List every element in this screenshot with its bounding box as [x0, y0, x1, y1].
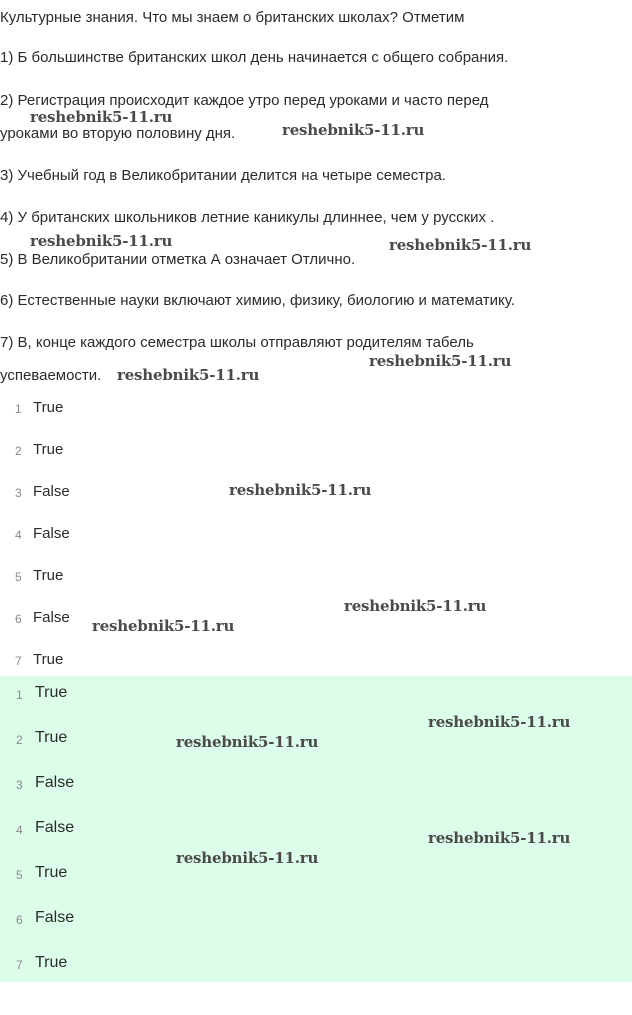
answer-number: 5 [16, 868, 23, 882]
answer-value: True [35, 954, 68, 971]
watermark: reshebnik5-11.ru [30, 232, 173, 250]
watermark: reshebnik5-11.ru [282, 121, 425, 139]
answer-value: False [33, 525, 70, 542]
answer-value: False [33, 609, 70, 626]
answer-number: 4 [16, 823, 23, 837]
answer-number: 7 [15, 654, 22, 668]
statement-5: 5) В Великобритании отметка А означает Отлично. [0, 251, 356, 268]
answer-number: 1 [15, 402, 22, 416]
answer-value: False [35, 774, 75, 791]
watermark: reshebnik5-11.ru [30, 108, 173, 126]
answer-number: 7 [16, 958, 23, 972]
answer-number: 3 [16, 778, 23, 792]
answer-row-5 [0, 558, 300, 598]
answer-value: False [35, 819, 75, 836]
answer-value: True [35, 729, 68, 746]
watermark: reshebnik5-11.ru [229, 481, 372, 499]
answer-number: 2 [16, 733, 23, 747]
highlighted-answer-row-3 [0, 766, 300, 810]
answer-row-1 [0, 390, 300, 430]
answer-number: 2 [15, 444, 22, 458]
watermark: reshebnik5-11.ru [428, 713, 571, 731]
answer-number: 6 [15, 612, 22, 626]
statement-3: 3) Учебный год в Великобритании делится на четыре семестра. [0, 167, 446, 184]
answer-row-2 [0, 432, 300, 472]
watermark: reshebnik5-11.ru [92, 617, 235, 635]
answer-value: False [33, 483, 70, 500]
statement-4: 4) У британских школьников летние каникулы длиннее, чем у русских . [0, 209, 495, 226]
statement-7-line-2: успеваемости. [0, 367, 102, 384]
answer-value: False [35, 909, 75, 926]
watermark: reshebnik5-11.ru [176, 733, 319, 751]
answer-number: 1 [16, 688, 23, 702]
highlighted-answer-row-7 [0, 946, 300, 990]
answer-value: True [35, 864, 68, 881]
watermark: reshebnik5-11.ru [389, 236, 532, 254]
answer-value: True [33, 651, 64, 668]
exercise-intro: Культурные знания. Что мы знаем о британских школах? Отметим [0, 9, 465, 26]
watermark: reshebnik5-11.ru [176, 849, 319, 867]
answer-number: 5 [15, 570, 22, 584]
watermark: reshebnik5-11.ru [428, 829, 571, 847]
statement-2-line-1: 2) Регистрация происходит каждое утро перед уроками и часто перед [0, 92, 489, 109]
answer-number: 6 [16, 913, 23, 927]
answer-value: True [33, 567, 64, 584]
answer-value: True [35, 684, 68, 701]
watermark: reshebnik5-11.ru [117, 366, 260, 384]
statement-1: 1) Б большинстве британских школ день начинается с общего собрания. [0, 49, 509, 66]
answer-row-4 [0, 516, 300, 556]
answer-number: 3 [15, 486, 22, 500]
answer-number: 4 [15, 528, 22, 542]
watermark: reshebnik5-11.ru [344, 597, 487, 615]
statement-7-line-1: 7) В, конце каждого семестра школы отправляют родителям табель [0, 334, 474, 351]
statement-6: 6) Естественные науки включают химию, физику, биологию и математику. [0, 292, 515, 309]
watermark: reshebnik5-11.ru [369, 352, 512, 370]
highlighted-answer-row-1 [0, 676, 300, 720]
highlighted-answer-row-6 [0, 901, 300, 945]
answer-value: True [33, 441, 64, 458]
answer-value: True [33, 399, 64, 416]
statement-2-line-2: уроками во вторую половину дня. [0, 125, 236, 142]
